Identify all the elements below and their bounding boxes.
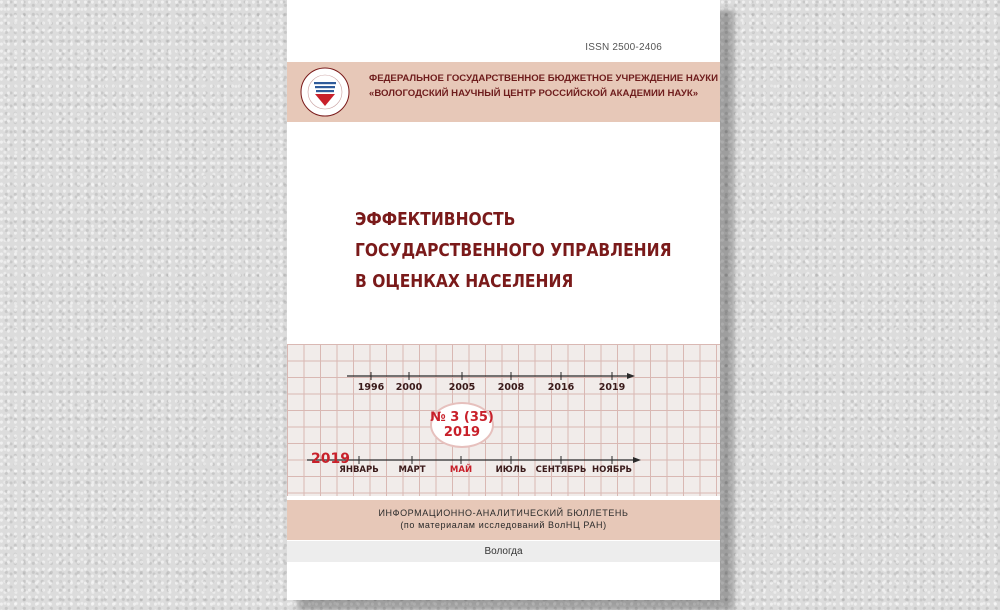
current-year-label: 2019	[311, 451, 350, 467]
bulletin-source: (по материалам исследований ВолНЦ РАН)	[400, 520, 607, 530]
issue-number: № 3 (35)	[430, 410, 494, 425]
page-title	[355, 204, 672, 297]
timeline-grid	[287, 344, 720, 496]
vscc-logo-icon	[299, 66, 351, 118]
organization-line-1: ФЕДЕРАЛЬНОЕ ГОСУДАРСТВЕННОЕ БЮДЖЕТНОЕ УЧРЕЖДЕНИЕ НАУКИ	[369, 73, 719, 84]
organization-name	[369, 71, 719, 101]
timeline-month-january: ЯНВАРЬ	[339, 465, 379, 475]
publication-city: Вологда	[484, 546, 523, 557]
timeline-month-march: МАРТ	[398, 465, 426, 475]
issue-number-badge	[430, 402, 494, 448]
bulletin-cover	[287, 0, 720, 600]
city-band	[287, 541, 720, 562]
organization-line-2: «ВОЛОГОДСКИЙ НАУЧНЫЙ ЦЕНТР РОССИЙСКОЙ АКАДЕМИИ НАУК»	[369, 88, 699, 99]
timeline-year-2016: 2016	[547, 382, 575, 393]
timeline-month-september: СЕНТЯБРЬ	[535, 465, 587, 475]
timeline-month-july: ИЮЛЬ	[495, 465, 527, 475]
timeline-year-2000: 2000	[395, 382, 423, 393]
timeline-year-1996: 1996	[357, 382, 385, 393]
timeline-year-2019: 2019	[598, 382, 626, 393]
issue-year: 2019	[443, 425, 481, 440]
title-line-2: ГОСУДАРСТВЕННОГО УПРАВЛЕНИЯ	[355, 240, 672, 261]
timeline-month-november: НОЯБРЬ	[591, 465, 633, 475]
issn-number: ISSN 2500-2406	[585, 42, 662, 53]
timeline-year-2005: 2005	[448, 382, 476, 393]
bulletin-type-band	[287, 500, 720, 540]
bulletin-type: ИНФОРМАЦИОННО-АНАЛИТИЧЕСКИЙ БЮЛЛЕТЕНЬ	[378, 508, 629, 518]
title-line-1: ЭФФЕКТИВНОСТЬ	[355, 209, 516, 230]
timeline-year-2008: 2008	[497, 382, 525, 393]
timeline-month-may: МАЙ	[449, 465, 473, 475]
title-line-3: В ОЦЕНКАХ НАСЕЛЕНИЯ	[355, 271, 574, 292]
